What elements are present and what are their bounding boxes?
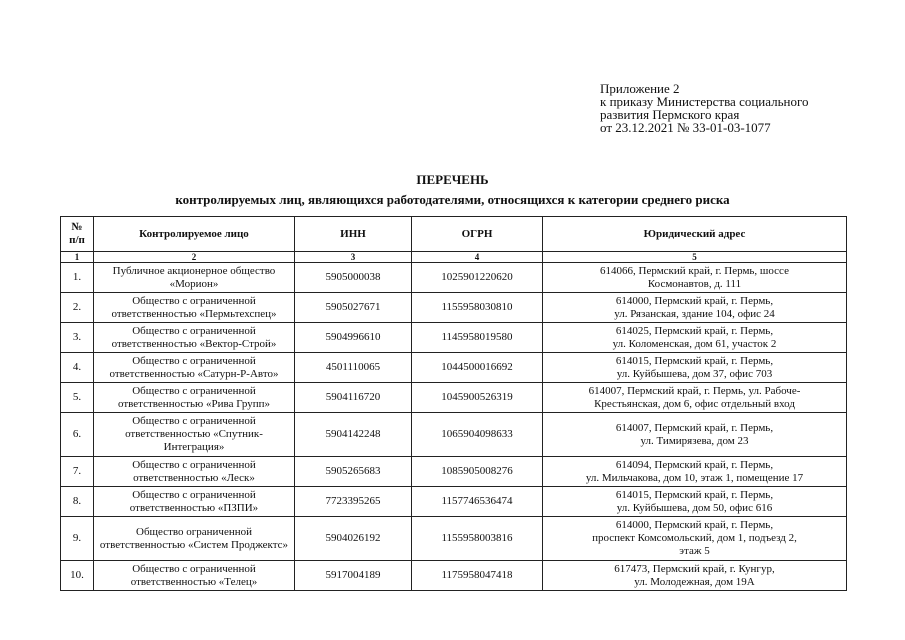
company-name: Публичное акционерное общество «Морион»	[94, 263, 295, 293]
row-number: 6.	[61, 413, 94, 457]
column-number: 1	[61, 252, 94, 263]
table-row	[61, 487, 847, 517]
table-row	[61, 457, 847, 487]
row-number: 8.	[61, 487, 94, 517]
inn-value: 4501110065	[295, 353, 412, 383]
appendix-line-4: от 23.12.2021 № 33-01-03-1077	[600, 120, 771, 135]
column-number-row	[61, 252, 847, 263]
legal-address: 614007, Пермский край, г. Пермь, ул. Рабоче- Крестьянская, дом 6, офис отдельный вход	[543, 383, 847, 413]
company-name: Общество с ограниченной ответственностью «Леск»	[94, 457, 295, 487]
table-row	[61, 263, 847, 293]
ogrn-value: 1145958019580	[412, 323, 543, 353]
inn-value: 5905000038	[295, 263, 412, 293]
row-number: 4.	[61, 353, 94, 383]
legal-address: 617473, Пермский край, г. Кунгур, ул. Молодежная, дом 19А	[543, 561, 847, 591]
company-name: Общество с ограниченной ответственностью «Рива Групп»	[94, 383, 295, 413]
row-number: 7.	[61, 457, 94, 487]
row-number: 9.	[61, 517, 94, 561]
document-title: ПЕРЕЧЕНЬ	[416, 172, 489, 187]
header-legal-address: Юридический адрес	[543, 217, 847, 252]
legal-address: 614000, Пермский край, г. Пермь, ул. Рязанская, здание 104, офис 24	[543, 293, 847, 323]
legal-address: 614000, Пермский край, г. Пермь, проспект Комсомольский, дом 1, подъезд 2, этаж 5	[543, 517, 847, 561]
table-row	[61, 517, 847, 561]
legal-address: 614066, Пермский край, г. Пермь, шоссе Космонавтов, д. 111	[543, 263, 847, 293]
inn-value: 5904026192	[295, 517, 412, 561]
column-number: 4	[412, 252, 543, 263]
column-number: 2	[94, 252, 295, 263]
inn-value: 5904996610	[295, 323, 412, 353]
inn-value: 7723395265	[295, 487, 412, 517]
row-number: 2.	[61, 293, 94, 323]
ogrn-value: 1155958003816	[412, 517, 543, 561]
column-number: 3	[295, 252, 412, 263]
company-name: Общество с ограниченной ответственностью «Телец»	[94, 561, 295, 591]
ogrn-value: 1045900526319	[412, 383, 543, 413]
header-controlled-person: Контролируемое лицо	[94, 217, 295, 252]
row-number: 10.	[61, 561, 94, 591]
ogrn-value: 1065904098633	[412, 413, 543, 457]
document-subtitle: контролируемых лиц, являющихся работодателями, относящихся к категории среднего риска	[175, 192, 730, 207]
table-row	[61, 293, 847, 323]
appendix-line-2: к приказу Министерства социального	[600, 94, 809, 109]
appendix-line-3: развития Пермского края	[600, 107, 740, 122]
legal-address: 614007, Пермский край, г. Пермь, ул. Тимирязева, дом 23	[543, 413, 847, 457]
company-name: Общество с ограниченной ответственностью «Сатурн-Р-Авто»	[94, 353, 295, 383]
legal-address: 614015, Пермский край, г. Пермь, ул. Куйбышева, дом 37, офис 703	[543, 353, 847, 383]
ogrn-value: 1085905008276	[412, 457, 543, 487]
header-ogrn: ОГРН	[412, 217, 543, 252]
appendix-line-1: Приложение 2	[600, 81, 680, 96]
row-number: 3.	[61, 323, 94, 353]
table-row	[61, 561, 847, 591]
table-header-row	[61, 217, 847, 252]
appendix-block	[600, 82, 890, 134]
company-name: Общество ограниченной ответственностью «Систем Проджектс»	[94, 517, 295, 561]
ogrn-value: 1025901220620	[412, 263, 543, 293]
inn-value: 5904142248	[295, 413, 412, 457]
company-name: Общество с ограниченной ответственностью «Спутник- Интеграция»	[94, 413, 295, 457]
ogrn-value: 1157746536474	[412, 487, 543, 517]
inn-value: 5905027671	[295, 293, 412, 323]
ogrn-value: 1155958030810	[412, 293, 543, 323]
row-number: 1.	[61, 263, 94, 293]
table-row	[61, 353, 847, 383]
header-number: № п/п	[61, 217, 94, 252]
column-number: 5	[543, 252, 847, 263]
ogrn-value: 1044500016692	[412, 353, 543, 383]
legal-address: 614025, Пермский край, г. Пермь, ул. Коломенская, дом 61, участок 2	[543, 323, 847, 353]
header-inn: ИНН	[295, 217, 412, 252]
company-name: Общество с ограниченной ответственностью «ПЗПИ»	[94, 487, 295, 517]
inn-value: 5905265683	[295, 457, 412, 487]
inn-value: 5917004189	[295, 561, 412, 591]
table-row	[61, 383, 847, 413]
legal-address: 614094, Пермский край, г. Пермь, ул. Мильчакова, дом 10, этаж 1, помещение 17	[543, 457, 847, 487]
controlled-persons-table	[60, 216, 847, 591]
ogrn-value: 1175958047418	[412, 561, 543, 591]
table-row	[61, 323, 847, 353]
company-name: Общество с ограниченной ответственностью «Пермьтехспец»	[94, 293, 295, 323]
company-name: Общество с ограниченной ответственностью «Вектор-Строй»	[94, 323, 295, 353]
legal-address: 614015, Пермский край, г. Пермь, ул. Куйбышева, дом 50, офис 616	[543, 487, 847, 517]
table-row	[61, 413, 847, 457]
row-number: 5.	[61, 383, 94, 413]
inn-value: 5904116720	[295, 383, 412, 413]
